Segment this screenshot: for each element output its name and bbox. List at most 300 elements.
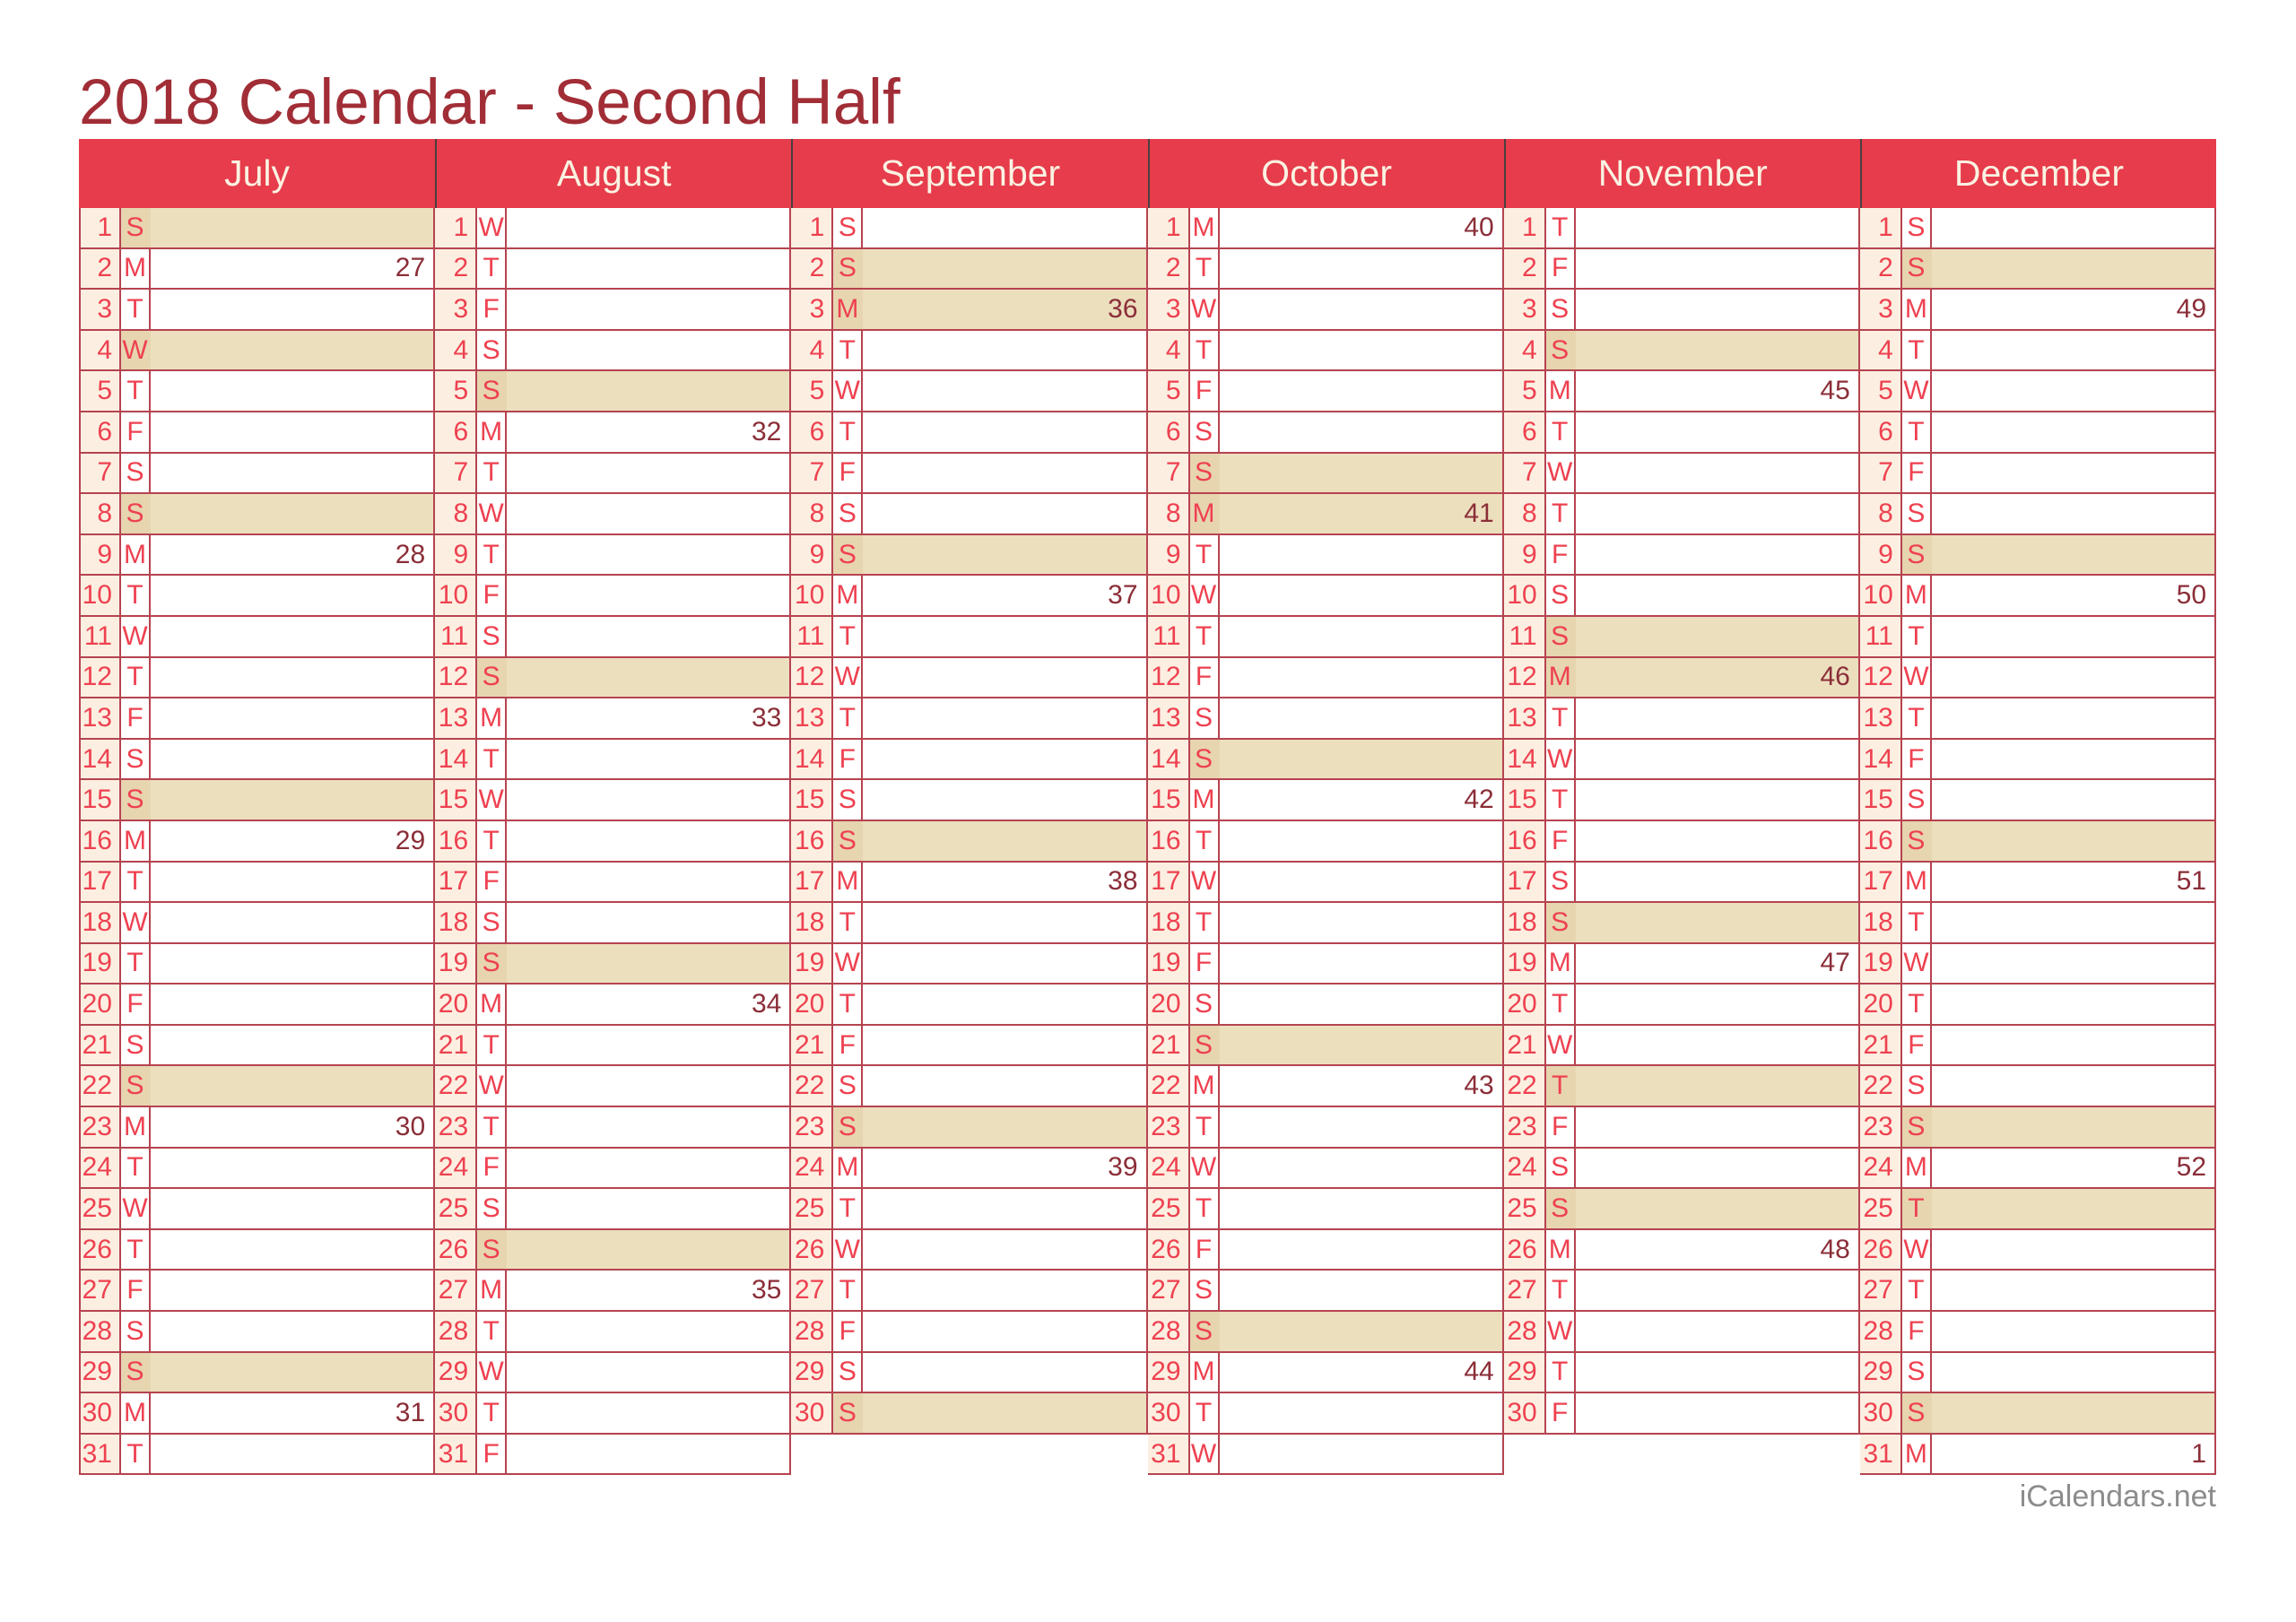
day-row <box>79 412 435 454</box>
week-number-cell <box>151 1026 435 1065</box>
day-letter-cell: T <box>477 1107 507 1147</box>
day-number-cell: 19 <box>1504 944 1546 984</box>
week-number-cell: 49 <box>1932 290 2216 329</box>
week-number-cell <box>863 1066 1147 1106</box>
day-number-cell: 27 <box>1860 1271 1902 1310</box>
day-row <box>791 535 1147 577</box>
day-number-cell: 5 <box>1504 371 1546 411</box>
day-number-cell: 9 <box>1504 535 1546 575</box>
week-number-cell <box>1220 1149 1504 1188</box>
day-row <box>79 780 435 821</box>
day-letter-cell: F <box>833 740 863 779</box>
day-letter-cell: S <box>477 1189 507 1228</box>
day-row <box>79 617 435 658</box>
week-number-cell <box>1220 1312 1504 1351</box>
day-number-cell: 25 <box>791 1189 833 1228</box>
week-number-cell <box>507 290 791 329</box>
day-number-cell: 15 <box>1504 780 1546 820</box>
day-number-cell: 3 <box>1860 290 1902 329</box>
day-number-cell: 29 <box>1504 1353 1546 1392</box>
day-row <box>1860 1393 2216 1435</box>
day-letter-cell: T <box>833 331 863 370</box>
week-number-cell <box>151 1353 435 1392</box>
day-row <box>435 1189 791 1230</box>
day-number-cell: 2 <box>79 249 121 289</box>
day-letter-cell: M <box>833 290 863 329</box>
week-number-cell: 44 <box>1220 1353 1504 1392</box>
day-number-cell: 3 <box>1148 290 1190 329</box>
day-number-cell: 15 <box>435 780 477 820</box>
day-letter-cell: M <box>833 576 863 615</box>
day-number-cell: 26 <box>1504 1230 1546 1270</box>
week-number-cell <box>1932 780 2216 820</box>
month-header: December <box>1860 139 2216 208</box>
day-letter-cell: M <box>1546 1230 1576 1270</box>
day-row <box>1860 863 2216 904</box>
week-number-cell <box>507 1107 791 1147</box>
week-number-cell <box>1932 1271 2216 1310</box>
week-number-cell <box>863 412 1147 452</box>
week-number-cell <box>863 494 1147 533</box>
day-letter-cell: S <box>1546 903 1576 942</box>
day-row <box>435 208 791 249</box>
day-letter-cell: M <box>1546 658 1576 698</box>
day-number-cell: 3 <box>435 290 477 329</box>
day-letter-cell: S <box>477 658 507 698</box>
day-row <box>1860 412 2216 454</box>
day-row <box>435 984 791 1026</box>
day-number-cell: 24 <box>79 1149 121 1188</box>
week-number-cell <box>151 944 435 984</box>
day-row <box>1504 903 1860 944</box>
week-number-cell <box>863 780 1147 820</box>
day-row <box>79 494 435 535</box>
week-number-cell <box>1932 412 2216 452</box>
day-number-cell: 17 <box>1860 863 1902 902</box>
week-number-cell <box>863 454 1147 493</box>
day-number-cell: 11 <box>1860 617 1902 656</box>
day-number-cell: 10 <box>435 576 477 615</box>
day-number-cell: 2 <box>435 249 477 289</box>
day-letter-cell: S <box>1902 1393 1932 1433</box>
day-letter-cell: W <box>1190 290 1220 329</box>
week-number-cell: 36 <box>863 290 1147 329</box>
week-number-cell: 28 <box>151 535 435 575</box>
day-letter-cell: S <box>121 740 151 779</box>
week-number-cell <box>1220 698 1504 738</box>
day-row <box>1860 1271 2216 1312</box>
week-number-cell <box>1576 1271 1860 1310</box>
day-row <box>435 658 791 699</box>
week-number-cell <box>507 658 791 698</box>
week-number-cell <box>1576 1066 1860 1106</box>
day-row <box>435 371 791 412</box>
day-row <box>791 1230 1147 1271</box>
day-number-cell: 10 <box>1504 576 1546 615</box>
day-row <box>1504 1271 1860 1312</box>
day-number-cell: 21 <box>1504 1026 1546 1065</box>
day-number-cell: 25 <box>1504 1189 1546 1228</box>
day-letter-cell: W <box>1902 944 1932 984</box>
day-letter-cell: T <box>477 249 507 289</box>
week-number-cell <box>863 944 1147 984</box>
week-number-cell <box>1932 494 2216 533</box>
week-number-cell <box>1576 1312 1860 1351</box>
day-number-cell: 1 <box>1860 208 1902 247</box>
week-number-cell <box>507 1026 791 1065</box>
day-number-cell: 2 <box>1504 249 1546 289</box>
day-number-cell: 16 <box>791 821 833 861</box>
day-row <box>1860 494 2216 535</box>
day-row <box>1504 944 1860 985</box>
week-number-cell <box>1932 658 2216 698</box>
day-row <box>1860 576 2216 617</box>
week-number-cell <box>1932 249 2216 289</box>
day-letter-cell: T <box>1902 1271 1932 1310</box>
week-number-cell <box>151 1271 435 1310</box>
week-number-cell <box>507 1066 791 1106</box>
day-row <box>435 1393 791 1435</box>
day-letter-cell: M <box>1190 1353 1220 1392</box>
day-row <box>1148 576 1504 617</box>
day-number-cell: 20 <box>435 984 477 1024</box>
day-row <box>791 780 1147 821</box>
day-number-cell: 28 <box>79 1312 121 1351</box>
week-number-cell <box>507 249 791 289</box>
day-number-cell: 7 <box>791 454 833 493</box>
day-letter-cell: T <box>1190 1189 1220 1228</box>
day-row <box>1860 821 2216 863</box>
day-number-cell: 4 <box>79 331 121 370</box>
week-number-cell <box>1576 903 1860 942</box>
day-letter-cell: W <box>1902 371 1932 411</box>
week-number-cell: 42 <box>1220 780 1504 820</box>
day-number-cell: 9 <box>79 535 121 575</box>
day-number-cell: 21 <box>1860 1026 1902 1065</box>
day-row <box>1148 1271 1504 1312</box>
month-header: July <box>79 139 435 208</box>
day-letter-cell: W <box>1546 1312 1576 1351</box>
day-number-cell: 30 <box>79 1393 121 1433</box>
day-letter-cell: S <box>1902 1066 1932 1106</box>
day-letter-cell: T <box>833 903 863 942</box>
day-letter-cell: W <box>121 617 151 656</box>
day-number-cell: 18 <box>1504 903 1546 942</box>
day-number-cell: 5 <box>79 371 121 411</box>
day-row <box>1504 821 1860 863</box>
day-number-cell: 18 <box>1148 903 1190 942</box>
day-row <box>1504 208 1860 249</box>
day-row <box>791 617 1147 658</box>
day-letter-cell: W <box>1190 1435 1220 1474</box>
day-number-cell: 1 <box>791 208 833 247</box>
day-number-cell: 12 <box>79 658 121 698</box>
day-number-cell: 5 <box>1148 371 1190 411</box>
day-row <box>79 290 435 331</box>
day-row <box>791 1066 1147 1107</box>
week-number-cell <box>507 903 791 942</box>
day-number-cell: 18 <box>791 903 833 942</box>
day-row <box>1860 984 2216 1026</box>
day-number-cell: 10 <box>1148 576 1190 615</box>
day-letter-cell: F <box>833 1312 863 1351</box>
week-number-cell <box>863 740 1147 779</box>
day-row <box>1860 658 2216 699</box>
week-number-cell <box>863 1271 1147 1310</box>
day-number-cell: 22 <box>79 1066 121 1106</box>
day-letter-cell: S <box>121 494 151 533</box>
day-row <box>1860 1353 2216 1394</box>
day-row <box>79 1312 435 1353</box>
day-row <box>435 1353 791 1394</box>
week-number-cell <box>1932 698 2216 738</box>
day-number-cell: 29 <box>791 1353 833 1392</box>
day-number-cell: 4 <box>791 331 833 370</box>
day-row <box>1860 617 2216 658</box>
day-number-cell: 11 <box>79 617 121 656</box>
day-row <box>791 658 1147 699</box>
week-number-cell <box>151 698 435 738</box>
day-letter-cell: F <box>121 698 151 738</box>
week-number-cell <box>1220 658 1504 698</box>
day-row <box>1504 740 1860 781</box>
day-row <box>79 1066 435 1107</box>
day-number-cell: 27 <box>1504 1271 1546 1310</box>
day-number-cell: 28 <box>1148 1312 1190 1351</box>
day-letter-cell: T <box>1190 903 1220 942</box>
day-row <box>1860 249 2216 291</box>
week-number-cell <box>863 617 1147 656</box>
week-number-cell <box>507 1189 791 1228</box>
day-row <box>791 984 1147 1026</box>
day-letter-cell: W <box>1190 576 1220 615</box>
week-number-cell <box>151 1435 435 1474</box>
week-number-cell <box>863 1107 1147 1147</box>
day-letter-cell: T <box>1190 331 1220 370</box>
day-row <box>79 576 435 617</box>
day-letter-cell: T <box>1546 412 1576 452</box>
week-number-cell <box>507 576 791 615</box>
day-number-cell: 11 <box>1504 617 1546 656</box>
day-number-cell: 11 <box>791 617 833 656</box>
month-header: September <box>791 139 1147 208</box>
day-row <box>791 1393 1147 1435</box>
day-letter-cell: F <box>833 1026 863 1065</box>
day-number-cell: 31 <box>1148 1435 1190 1474</box>
week-number-cell <box>1932 984 2216 1024</box>
day-row <box>1148 1149 1504 1190</box>
day-number-cell: 29 <box>435 1353 477 1392</box>
day-row <box>1860 740 2216 781</box>
month-column-august <box>435 139 791 1475</box>
day-number-cell: 6 <box>1504 412 1546 452</box>
week-number-cell <box>507 454 791 493</box>
day-letter-cell: W <box>1190 1149 1220 1188</box>
day-number-cell: 10 <box>791 576 833 615</box>
day-row <box>791 1149 1147 1190</box>
day-row <box>435 412 791 454</box>
week-number-cell <box>151 863 435 902</box>
week-number-cell <box>151 208 435 247</box>
day-letter-cell: T <box>121 371 151 411</box>
day-row <box>79 1271 435 1312</box>
day-letter-cell: M <box>1902 576 1932 615</box>
day-number-cell: 23 <box>1148 1107 1190 1147</box>
day-letter-cell: T <box>1902 984 1932 1024</box>
day-letter-cell: W <box>1190 863 1220 902</box>
day-letter-cell: T <box>121 290 151 329</box>
day-letter-cell: T <box>1546 1271 1576 1310</box>
week-number-cell <box>1220 821 1504 861</box>
day-number-cell: 10 <box>79 576 121 615</box>
day-letter-cell: F <box>1902 454 1932 493</box>
day-row <box>79 1393 435 1435</box>
week-number-cell <box>1220 290 1504 329</box>
week-number-cell <box>507 1230 791 1270</box>
day-number-cell: 30 <box>791 1393 833 1433</box>
day-row <box>435 1026 791 1067</box>
day-number-cell: 25 <box>435 1189 477 1228</box>
week-number-cell <box>151 454 435 493</box>
day-row <box>1148 903 1504 944</box>
day-letter-cell: M <box>477 412 507 452</box>
day-letter-cell: S <box>121 1066 151 1106</box>
week-number-cell <box>863 1312 1147 1351</box>
day-number-cell: 28 <box>1504 1312 1546 1351</box>
day-row <box>1860 1149 2216 1190</box>
week-number-cell <box>1220 1230 1504 1270</box>
week-number-cell <box>863 903 1147 942</box>
day-number-cell: 13 <box>791 698 833 738</box>
week-number-cell <box>1576 208 1860 247</box>
week-number-cell <box>507 863 791 902</box>
week-number-cell: 41 <box>1220 494 1504 533</box>
day-letter-cell: S <box>1902 1353 1932 1392</box>
day-letter-cell: F <box>477 290 507 329</box>
day-row <box>1148 617 1504 658</box>
week-number-cell <box>1220 1435 1504 1474</box>
day-row <box>1148 412 1504 454</box>
day-letter-cell: S <box>1902 208 1932 247</box>
day-number-cell: 23 <box>791 1107 833 1147</box>
week-number-cell <box>151 1312 435 1351</box>
day-letter-cell: F <box>1546 535 1576 575</box>
day-letter-cell: T <box>121 1149 151 1188</box>
day-row <box>79 371 435 412</box>
week-number-cell <box>1576 1026 1860 1065</box>
day-row <box>791 331 1147 372</box>
day-number-cell: 1 <box>435 208 477 247</box>
week-number-cell <box>1220 944 1504 984</box>
day-number-cell: 23 <box>1504 1107 1546 1147</box>
week-number-cell <box>507 617 791 656</box>
day-number-cell: 27 <box>435 1271 477 1310</box>
day-row <box>435 1312 791 1353</box>
day-letter-cell: F <box>1190 658 1220 698</box>
day-row <box>1504 290 1860 331</box>
week-number-cell <box>1576 331 1860 370</box>
day-number-cell: 15 <box>1860 780 1902 820</box>
page-title: 2018 Calendar - Second Half <box>79 67 900 138</box>
day-number-cell: 25 <box>1148 1189 1190 1228</box>
day-row <box>1860 1026 2216 1067</box>
day-letter-cell: T <box>121 658 151 698</box>
day-number-cell: 12 <box>435 658 477 698</box>
day-row <box>1148 698 1504 740</box>
week-number-cell <box>151 984 435 1024</box>
day-letter-cell: W <box>477 780 507 820</box>
day-letter-cell: S <box>1190 1312 1220 1351</box>
day-letter-cell: T <box>1546 208 1576 247</box>
week-number-cell <box>1576 290 1860 329</box>
day-number-cell: 21 <box>79 1026 121 1065</box>
day-row <box>435 740 791 781</box>
day-letter-cell: T <box>1546 698 1576 738</box>
week-number-cell: 51 <box>1932 863 2216 902</box>
day-number-cell: 22 <box>1504 1066 1546 1106</box>
day-letter-cell: S <box>1190 454 1220 493</box>
day-number-cell: 30 <box>1148 1393 1190 1433</box>
day-row <box>1148 821 1504 863</box>
day-row <box>1148 494 1504 535</box>
week-number-cell <box>1932 1353 2216 1392</box>
day-row <box>79 1435 435 1476</box>
day-number-cell: 15 <box>1148 780 1190 820</box>
day-number-cell: 12 <box>791 658 833 698</box>
day-letter-cell: S <box>477 903 507 942</box>
day-letter-cell: T <box>1902 698 1932 738</box>
day-letter-cell: W <box>1546 454 1576 493</box>
day-row <box>1148 535 1504 577</box>
day-row <box>1148 1435 1504 1476</box>
day-row <box>1148 249 1504 291</box>
day-letter-cell: F <box>121 412 151 452</box>
day-row <box>791 944 1147 985</box>
month-column-july <box>79 139 435 1475</box>
day-row <box>1504 1066 1860 1107</box>
day-row <box>79 454 435 495</box>
week-number-cell <box>1932 535 2216 575</box>
day-row <box>79 208 435 249</box>
day-letter-cell: M <box>1190 208 1220 247</box>
day-row <box>1860 903 2216 944</box>
day-letter-cell: F <box>477 576 507 615</box>
day-number-cell: 9 <box>1860 535 1902 575</box>
day-letter-cell: S <box>1190 740 1220 779</box>
day-number-cell: 3 <box>791 290 833 329</box>
day-letter-cell: S <box>477 617 507 656</box>
week-number-cell <box>1576 984 1860 1024</box>
week-number-cell <box>863 1230 1147 1270</box>
week-number-cell: 39 <box>863 1149 1147 1188</box>
day-row <box>1504 658 1860 699</box>
day-letter-cell: S <box>1902 494 1932 533</box>
week-number-cell <box>1576 1189 1860 1228</box>
week-number-cell <box>1932 1189 2216 1228</box>
week-number-cell <box>863 821 1147 861</box>
week-number-cell <box>1576 1107 1860 1147</box>
week-number-cell <box>1932 617 2216 656</box>
day-row <box>435 617 791 658</box>
day-row <box>1860 1312 2216 1353</box>
day-letter-cell: W <box>833 371 863 411</box>
day-row <box>1860 1107 2216 1149</box>
day-row <box>791 208 1147 249</box>
day-row <box>435 535 791 577</box>
day-letter-cell: M <box>121 249 151 289</box>
day-row <box>1504 863 1860 904</box>
day-letter-cell: F <box>1902 1312 1932 1351</box>
